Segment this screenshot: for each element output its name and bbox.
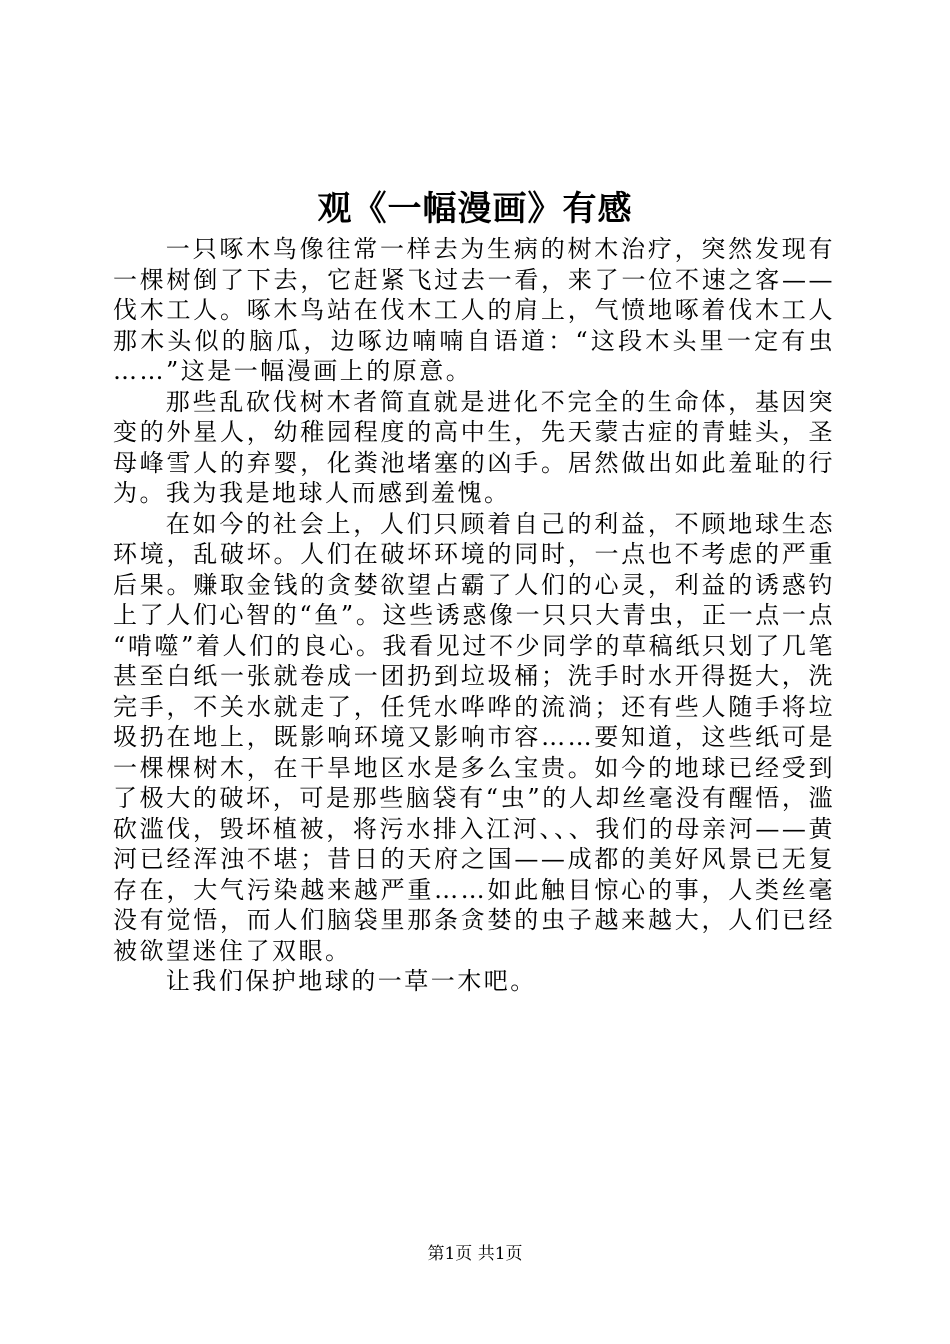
document-body <box>113 234 835 997</box>
paragraph: 一只啄木鸟像往常一样去为生病的树木治疗，突然发现有一棵树倒了下去，它赶紧飞过去一看，来了一位不速之客——伐木工人。啄木鸟站在伐木工人的肩上，气愤地啄着伐木工人那木头似的脑瓜，边啄边喃喃自语道：“这段木头里一定有虫……”这是一幅漫画上的原意。 <box>113 235 835 385</box>
paragraph: 让我们保护地球的一草一木吧。 <box>165 967 537 995</box>
paragraph: 在如今的社会上，人们只顾着自己的利益，不顾地球生态环境，乱破坏。人们在破坏环境的同时，一点也不考虑的严重后果。赚取金钱的贪婪欲望占霸了人们的心灵，利益的诱惑钓上了人们心智的“鱼”。这些诱惑像一只只大青虫，正一点一点“啃噬”着人们的良心。我看见过不少同学的草稿纸只划了几笔甚至白纸一张就卷成一团扔到垃圾桶；洗手时水开得挺大，洗完手，不关水就走了，任凭水哗哗的流淌；还有些人随手将垃圾扔在地上，既影响环境又影响市容……要知道，这些纸可是一棵棵树木，在干旱地区水是多么宝贵。如今的地球已经受到了极大的破坏，可是那些脑袋有“虫”的人却丝毫没有醒悟，滥砍滥伐，毁坏植被，将污水排入江河、、、我们的母亲河——黄河已经浑浊不堪；昔日的天府之国——成都的美好风景已无复存在，大气污染越来越严重……如此触目惊心的事，人类丝毫没有觉悟，而人们脑袋里那条贪婪的虫子越来越大，人们已经被欲望迷住了双眼。 <box>113 509 835 965</box>
paragraph: 那些乱砍伐树木者简直就是进化不完全的生命体，基因突变的外星人，幼稚园程度的高中生，先天蒙古症的青蛙头，圣母峰雪人的弃婴，化粪池堵塞的凶手。居然做出如此羞耻的行为。我为我是地球人而感到羞愧。 <box>113 387 835 507</box>
page-number-footer: 第1页 共1页 <box>427 1244 523 1264</box>
document-title: 观《一幅漫画》有感 <box>317 189 633 229</box>
